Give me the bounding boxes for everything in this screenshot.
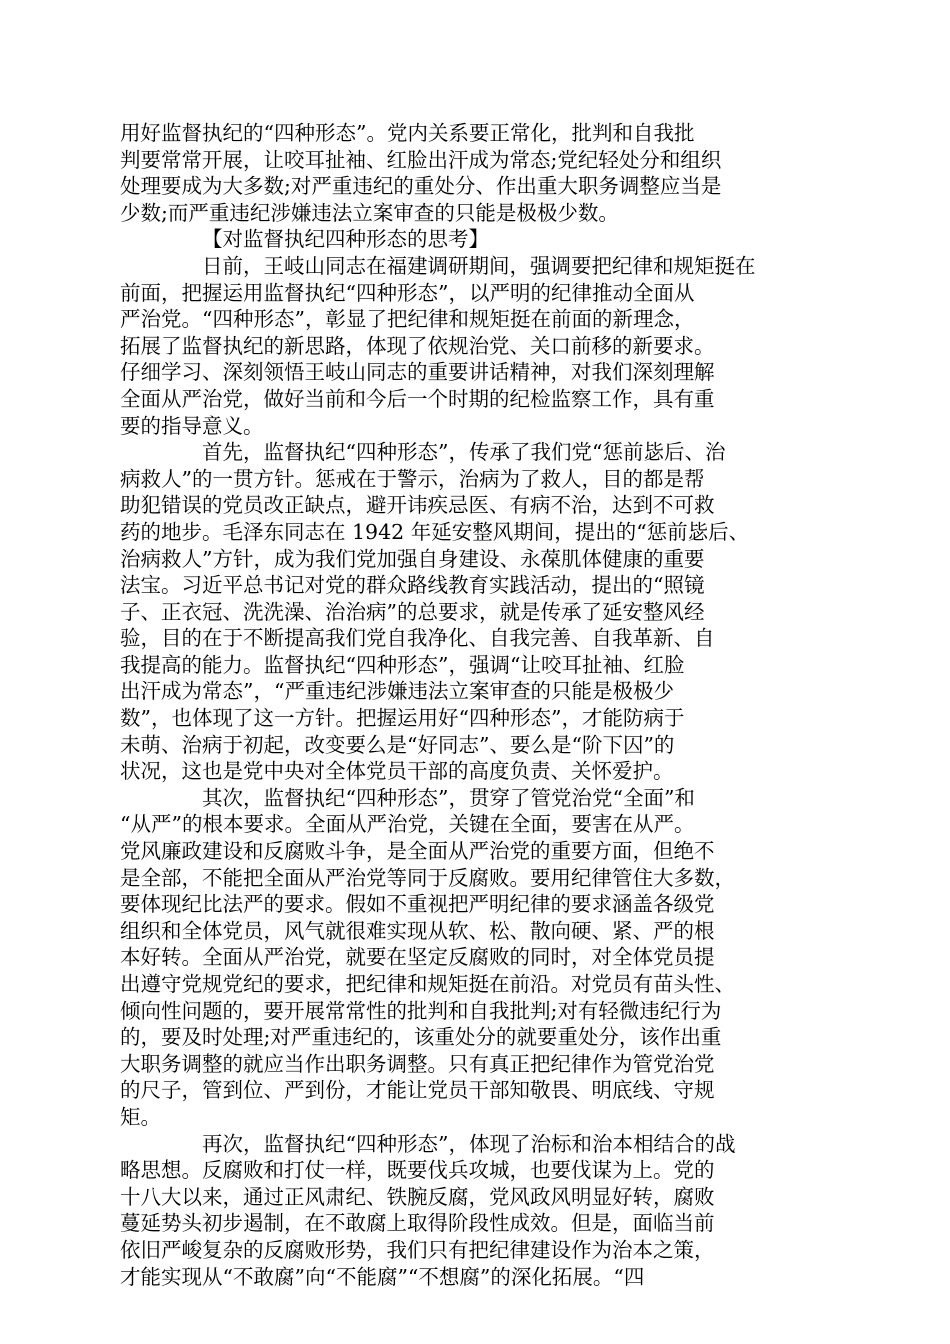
text-line: 再次，监督执纪“四种形态”，体现了治标和治本相结合的战 [202,1131,736,1156]
text-line: 严治党。“四种形态”，彰显了把纪律和规矩挺在前面的新理念， [120,307,695,332]
text-line: 少数;而严重违纪涉嫌违法立案审查的只能是极极少数。 [120,200,619,225]
text-line: 组织和全体党员，风气就很难实现从软、松、散向硬、紧、严的根 [120,918,715,943]
text-line: 仔细学习、深刻领悟王岐山同志的重要讲话精神，对我们深刻理解 [120,360,715,385]
text-line: 本好转。全面从严治党，就要在坚定反腐败的同时，对全体党员提 [120,945,715,970]
text-line: 党风廉政建设和反腐败斗争，是全面从严治党的重要方面，但绝不 [120,839,715,864]
text-line: 首先，监督执纪“四种形态”，传承了我们党“惩前毖后、治 [202,440,726,465]
text-line: 十八大以来，通过正风肃纪、铁腕反腐，党风政风明显好转，腐败 [120,1184,715,1209]
text-line: 蔓延势头初步遏制，在不敢腐上取得阶段性成效。但是，面临当前 [120,1211,715,1236]
text-line: 药的地步。毛泽东同志在 1942 年延安整风期间，提出的“惩前毖后、 [120,519,750,544]
text-line: 依旧严峻复杂的反腐败形势，我们只有把纪律建设作为治本之策， [120,1237,715,1262]
paragraph-intro [120,120,824,226]
text-line: “从严”的根本要求。全面从严治党，关键在全面，要害在从严。 [120,812,695,837]
text-line: 子、正衣冠、洗洗澡、治治病”的总要求，就是传承了延安整风经 [120,599,705,624]
text-line: 用好监督执纪的“四种形态”。党内关系要正常化，批判和自我批 [120,121,695,145]
text-line: 略思想。反腐败和打仗一样，既要伐兵攻城，也要伐谋为上。党的 [120,1158,715,1183]
text-line: 病救人”的一贯方针。惩戒在于警示，治病为了救人，目的都是帮 [120,466,705,491]
paragraph-4 [120,1131,824,1291]
text-line: 我提高的能力。监督执纪“四种形态”，强调“让咬耳扯袖、红脸 [120,652,685,677]
text-line: 的，要及时处理;对严重违纪的，该重处分的就要重处分，该作出重 [120,1025,722,1050]
heading-text: 【对监督执纪四种形态的思考】 [202,227,489,252]
text-line: 拓展了监督执纪的新思路，体现了依规治党、关口前移的新要求。 [120,333,715,358]
text-line: 前面，把握运用监督执纪“四种形态”，以严明的纪律推动全面从 [120,280,695,305]
text-line: 出遵守党规党纪的要求，把纪律和规矩挺在前沿。对党员有苗头性、 [120,972,735,996]
text-line: 治病救人”方针，成为我们党加强自身建设、永葆肌体健康的重要 [120,546,705,571]
text-line: 要体现纪比法严的要求。假如不重视把严明纪律的要求涵盖各级党 [120,892,715,917]
text-line: 判要常常开展，让咬耳扯袖、红脸出汗成为常态;党纪轻处分和组织 [120,147,722,172]
section-heading [120,226,824,253]
text-line: 出汗成为常态”，“严重违纪涉嫌违法立案审查的只能是极极少 [120,679,674,704]
text-line: 日前，王岐山同志在福建调研期间，强调要把纪律和规矩挺在 [202,253,756,278]
text-line: 才能实现从“不敢腐”向“不能腐”“不想腐”的深化拓展。“四 [120,1264,645,1289]
paragraph-2 [120,439,824,785]
text-line: 状况，这也是党中央对全体党员干部的高度负责、关怀爱护。 [120,759,674,784]
text-line: 的尺子，管到位、严到份，才能让党员干部知敬畏、明底线、守规 [120,1078,715,1103]
text-line: 是全部，不能把全面从严治党等同于反腐败。要用纪律管住大多数， [120,865,735,890]
text-line: 矩。 [120,1104,161,1129]
text-line: 要的指导意义。 [120,413,264,438]
paragraph-3 [120,785,824,1131]
text-line: 倾向性问题的，要开展常常性的批判和自我批判;对有轻微违纪行为 [120,998,722,1023]
text-line: 全面从严治党，做好当前和今后一个时期的纪检监察工作，具有重 [120,386,715,411]
text-line: 未萌、治病于初起，改变要么是“好同志”、要么是“阶下囚”的 [120,732,675,757]
paragraph-1 [120,253,824,439]
text-line: 大职务调整的就应当作出职务调整。只有真正把纪律作为管党治党 [120,1051,715,1076]
text-line: 处理要成为大多数;对严重违纪的重处分、作出重大职务调整应当是 [120,174,722,199]
document-page [120,120,824,1290]
text-line: 助犯错误的党员改正缺点，避开讳疾忌医、有病不治，达到不可救 [120,493,715,518]
text-line: 数”，也体现了这一方针。把握运用好“四种形态”，才能防病于 [120,706,685,731]
text-line: 验，目的在于不断提高我们党自我净化、自我完善、自我革新、自 [120,626,715,651]
text-line: 其次，监督执纪“四种形态”，贯穿了管党治党“全面”和 [202,785,695,810]
text-line: 法宝。习近平总书记对党的群众路线教育实践活动，提出的“照镜 [120,573,705,598]
